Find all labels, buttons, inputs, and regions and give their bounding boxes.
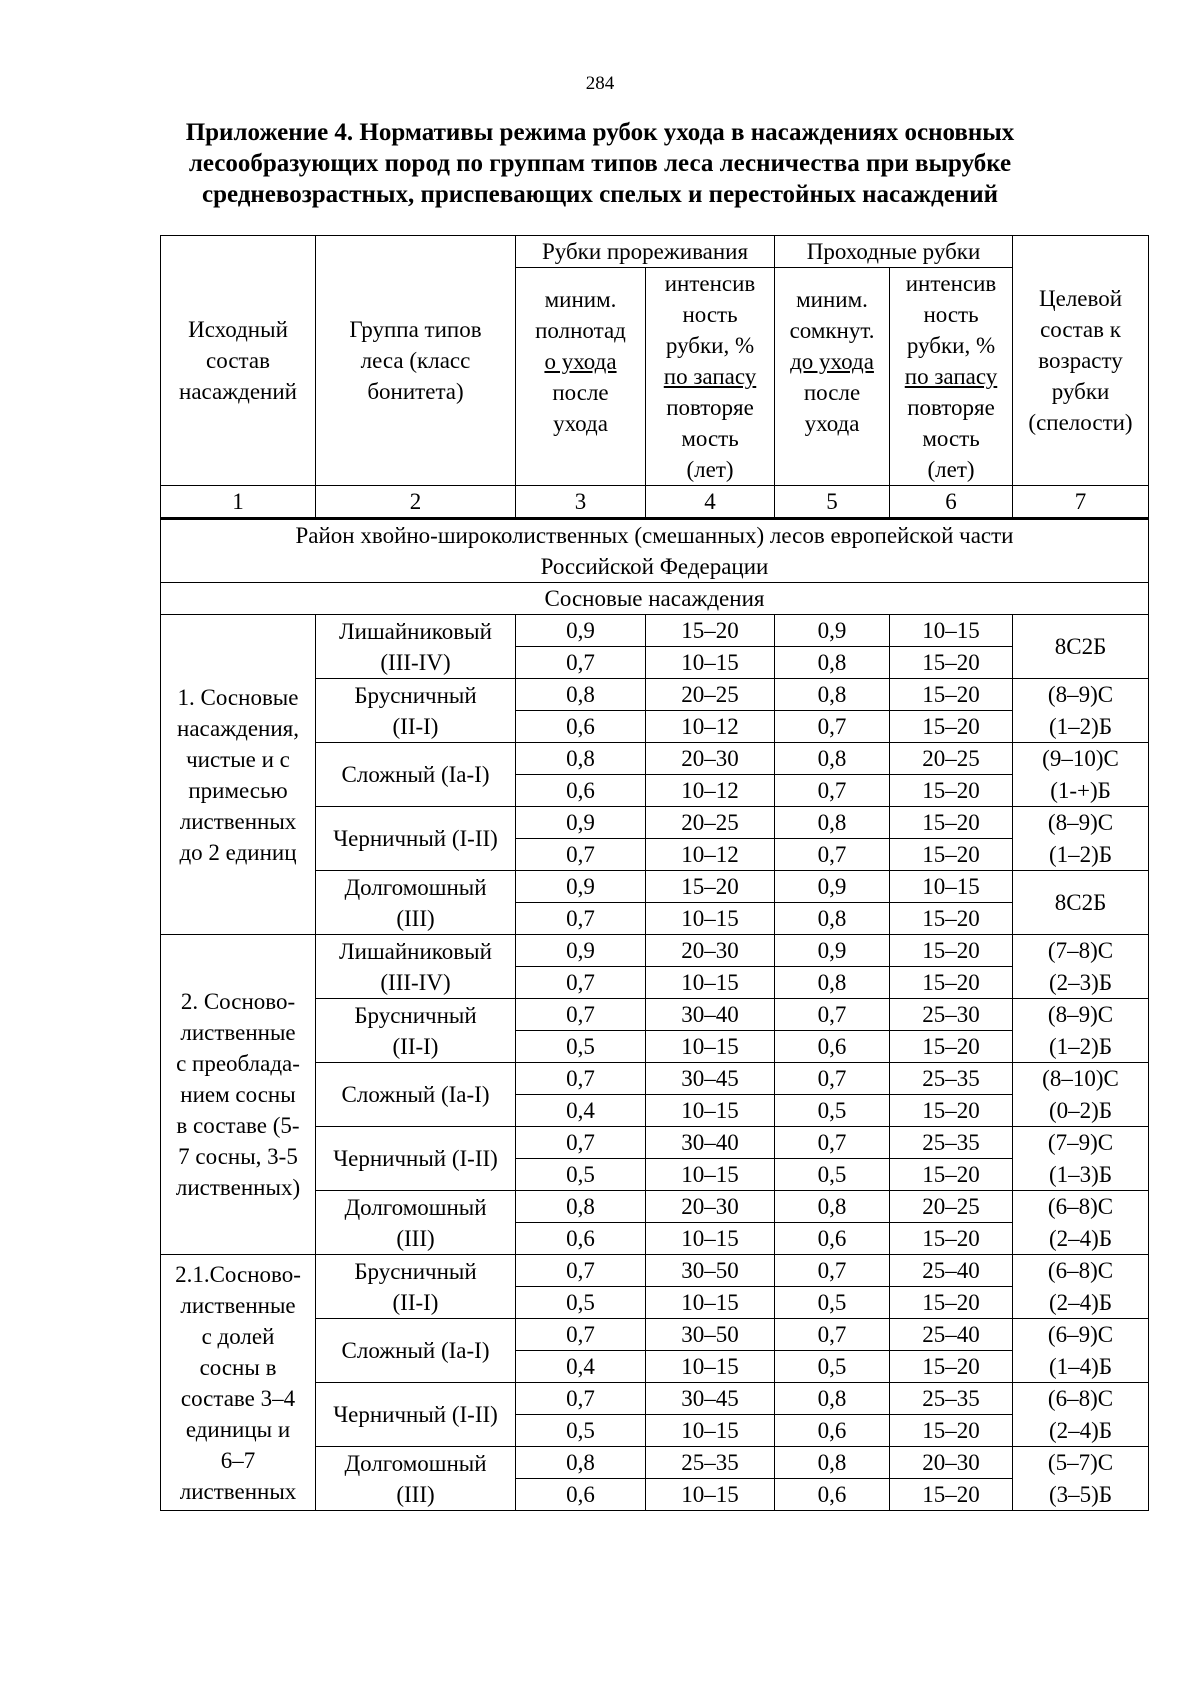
value-cell: 0,8 xyxy=(775,903,890,935)
target-composition: 8С2Б xyxy=(1013,615,1149,679)
value-cell: 0,7 xyxy=(775,839,890,871)
value-cell: 20–30 xyxy=(646,743,775,775)
value-cell: 0,8 xyxy=(775,807,890,839)
value-cell: 15–20 xyxy=(646,615,775,647)
value-cell: 0,7 xyxy=(516,903,646,935)
forest-type: Брусничный (II-I) xyxy=(316,999,516,1063)
value-cell: 0,8 xyxy=(775,1191,890,1223)
title-line: средневозрастных, приспевающих спелых и перестойных насаждений xyxy=(201,181,999,208)
value-cell: 25–35 xyxy=(646,1447,775,1479)
target-composition: (7–9)С xyxy=(1013,1127,1149,1159)
value-cell: 0,9 xyxy=(516,807,646,839)
value-cell: 0,7 xyxy=(775,999,890,1031)
value-cell: 30–45 xyxy=(646,1383,775,1415)
forest-type: Черничный (I-II) xyxy=(316,1383,516,1447)
target-composition: (1–2)Б xyxy=(1013,1031,1149,1063)
target-composition: (0–2)Б xyxy=(1013,1095,1149,1127)
value-cell: 15–20 xyxy=(890,1095,1013,1127)
target-composition: (2–4)Б xyxy=(1013,1223,1149,1255)
value-cell: 0,7 xyxy=(516,1383,646,1415)
value-cell: 0,5 xyxy=(516,1159,646,1191)
value-cell: 15–20 xyxy=(890,807,1013,839)
value-cell: 0,9 xyxy=(775,615,890,647)
value-cell: 10–15 xyxy=(646,1415,775,1447)
page-number: 284 xyxy=(585,73,615,94)
value-cell: 20–25 xyxy=(890,743,1013,775)
value-cell: 30–40 xyxy=(646,999,775,1031)
value-cell: 0,5 xyxy=(775,1159,890,1191)
value-cell: 0,7 xyxy=(516,1319,646,1351)
value-cell: 15–20 xyxy=(890,1287,1013,1319)
value-cell: 0,8 xyxy=(516,1191,646,1223)
subregion-title: Сосновые насаждения xyxy=(161,583,1149,615)
value-cell: 20–30 xyxy=(646,1191,775,1223)
header-min-closure: миним. сомкнут. до ухода после ухода xyxy=(775,268,890,486)
table-row xyxy=(161,615,1149,647)
value-cell: 10–15 xyxy=(646,1287,775,1319)
target-composition: (1–2)Б xyxy=(1013,839,1149,871)
value-cell: 0,8 xyxy=(775,743,890,775)
value-cell: 20–25 xyxy=(646,807,775,839)
target-composition: (1–2)Б xyxy=(1013,711,1149,743)
header-initial-composition: Исходный состав насаждений xyxy=(161,236,316,486)
value-cell: 0,5 xyxy=(775,1095,890,1127)
forest-type: Долгомошный (III) xyxy=(316,1191,516,1255)
value-cell: 10–15 xyxy=(646,1223,775,1255)
value-cell: 15–20 xyxy=(890,1159,1013,1191)
value-cell: 0,9 xyxy=(516,871,646,903)
value-cell: 0,6 xyxy=(516,711,646,743)
value-cell: 10–12 xyxy=(646,711,775,743)
value-cell: 15–20 xyxy=(890,839,1013,871)
value-cell: 15–20 xyxy=(890,711,1013,743)
value-cell: 10–15 xyxy=(646,647,775,679)
value-cell: 0,9 xyxy=(516,615,646,647)
value-cell: 0,7 xyxy=(775,711,890,743)
value-cell: 0,5 xyxy=(775,1287,890,1319)
value-cell: 10–15 xyxy=(646,1031,775,1063)
title-line: Приложение 4. Нормативы режима рубок ухода в насаждениях основных xyxy=(185,119,1015,146)
forest-type: Лишайниковый (III-IV) xyxy=(316,935,516,999)
forest-type: Сложный (Ia-I) xyxy=(316,743,516,807)
group-label: 1. Сосновые насаждения, чистые и с примесью лиственных до 2 единиц xyxy=(161,615,316,935)
value-cell: 0,8 xyxy=(516,1447,646,1479)
value-cell: 0,6 xyxy=(775,1415,890,1447)
value-cell: 0,6 xyxy=(775,1223,890,1255)
value-cell: 20–30 xyxy=(646,935,775,967)
value-cell: 10–15 xyxy=(646,1159,775,1191)
value-cell: 10–15 xyxy=(646,903,775,935)
value-cell: 15–20 xyxy=(890,967,1013,999)
region-title: Район хвойно-широколиственных (смешанных) лесов европейской части Российской Федерации xyxy=(161,519,1149,583)
value-cell: 0,9 xyxy=(775,871,890,903)
value-cell: 15–20 xyxy=(890,679,1013,711)
value-cell: 0,6 xyxy=(775,1479,890,1511)
value-cell: 25–30 xyxy=(890,999,1013,1031)
column-number: 4 xyxy=(646,486,775,519)
value-cell: 15–20 xyxy=(890,935,1013,967)
region-row xyxy=(161,519,1149,583)
group-label: 2.1.Сосново- лиственные с долей сосны в составе 3–4 единицы и 6–7 лиственных xyxy=(161,1255,316,1511)
value-cell: 0,8 xyxy=(775,647,890,679)
value-cell: 10–15 xyxy=(646,1351,775,1383)
value-cell: 0,8 xyxy=(516,743,646,775)
value-cell: 15–20 xyxy=(646,871,775,903)
value-cell: 0,7 xyxy=(775,1319,890,1351)
value-cell: 15–20 xyxy=(890,1031,1013,1063)
value-cell: 0,6 xyxy=(516,1223,646,1255)
table-row xyxy=(161,935,1149,967)
value-cell: 25–35 xyxy=(890,1383,1013,1415)
subregion-row xyxy=(161,583,1149,615)
target-composition: (8–9)С xyxy=(1013,679,1149,711)
norms-table xyxy=(160,235,1149,1511)
value-cell: 0,7 xyxy=(516,999,646,1031)
value-cell: 20–25 xyxy=(890,1191,1013,1223)
value-cell: 0,7 xyxy=(516,647,646,679)
value-cell: 0,5 xyxy=(516,1031,646,1063)
forest-type: Сложный (Ia-I) xyxy=(316,1063,516,1127)
value-cell: 25–35 xyxy=(890,1063,1013,1095)
value-cell: 10–15 xyxy=(646,1095,775,1127)
value-cell: 30–50 xyxy=(646,1319,775,1351)
header-target-composition: Целевой состав к возрасту рубки (спелости) xyxy=(1013,236,1149,486)
value-cell: 0,8 xyxy=(775,679,890,711)
column-number: 1 xyxy=(161,486,316,519)
target-composition: (1–3)Б xyxy=(1013,1159,1149,1191)
target-composition: (8–9)С xyxy=(1013,807,1149,839)
column-number: 2 xyxy=(316,486,516,519)
forest-type: Брусничный (II-I) xyxy=(316,679,516,743)
value-cell: 0,8 xyxy=(516,679,646,711)
value-cell: 0,9 xyxy=(775,935,890,967)
value-cell: 0,6 xyxy=(516,1479,646,1511)
value-cell: 15–20 xyxy=(890,775,1013,807)
value-cell: 0,9 xyxy=(516,935,646,967)
value-cell: 10–15 xyxy=(646,967,775,999)
value-cell: 0,4 xyxy=(516,1351,646,1383)
value-cell: 0,6 xyxy=(775,1031,890,1063)
header-row-1 xyxy=(161,236,1149,268)
value-cell: 25–40 xyxy=(890,1319,1013,1351)
column-number: 7 xyxy=(1013,486,1149,519)
value-cell: 0,8 xyxy=(775,1447,890,1479)
column-number: 5 xyxy=(775,486,890,519)
value-cell: 0,7 xyxy=(775,775,890,807)
value-cell: 0,7 xyxy=(516,839,646,871)
table-row xyxy=(161,1255,1149,1287)
forest-type: Черничный (I-II) xyxy=(316,807,516,871)
column-number: 6 xyxy=(890,486,1013,519)
value-cell: 0,7 xyxy=(775,1063,890,1095)
title-line: лесообразующих пород по группам типов леса лесничества при вырубке xyxy=(188,150,1012,177)
value-cell: 10–15 xyxy=(646,1479,775,1511)
value-cell: 15–20 xyxy=(890,1223,1013,1255)
header-thinning: Рубки прореживания xyxy=(516,236,775,268)
value-cell: 0,5 xyxy=(775,1351,890,1383)
target-composition: (1–4)Б xyxy=(1013,1351,1149,1383)
forest-type: Лишайниковый (III-IV) xyxy=(316,615,516,679)
value-cell: 0,7 xyxy=(516,1127,646,1159)
target-composition: (2–4)Б xyxy=(1013,1415,1149,1447)
value-cell: 0,7 xyxy=(775,1127,890,1159)
forest-type: Брусничный (II-I) xyxy=(316,1255,516,1319)
header-intensity-passing: интенсив ность рубки, % по запасу повторяе мость (лет) xyxy=(890,268,1013,486)
value-cell: 10–15 xyxy=(890,615,1013,647)
value-cell: 10–15 xyxy=(890,871,1013,903)
forest-type: Долгомошный (III) xyxy=(316,1447,516,1511)
target-composition: (7–8)С xyxy=(1013,935,1149,967)
value-cell: 10–12 xyxy=(646,839,775,871)
value-cell: 0,7 xyxy=(775,1255,890,1287)
target-composition: (3–5)Б xyxy=(1013,1479,1149,1511)
value-cell: 0,5 xyxy=(516,1415,646,1447)
value-cell: 20–30 xyxy=(890,1447,1013,1479)
value-cell: 0,7 xyxy=(516,1255,646,1287)
value-cell: 30–40 xyxy=(646,1127,775,1159)
forest-type: Черничный (I-II) xyxy=(316,1127,516,1191)
value-cell: 15–20 xyxy=(890,647,1013,679)
value-cell: 0,7 xyxy=(516,1063,646,1095)
target-composition: (1-+)Б xyxy=(1013,775,1149,807)
value-cell: 0,4 xyxy=(516,1095,646,1127)
target-composition: (2–3)Б xyxy=(1013,967,1149,999)
forest-type: Долгомошный (III) xyxy=(316,871,516,935)
value-cell: 20–25 xyxy=(646,679,775,711)
value-cell: 25–35 xyxy=(890,1127,1013,1159)
header-intensity-thinning: интенсив ность рубки, % по запасу повторяе мость (лет) xyxy=(646,268,775,486)
forest-type: Сложный (Ia-I) xyxy=(316,1319,516,1383)
group-label: 2. Сосново- лиственные с преоблада- нием сосны в составе (5- 7 сосны, 3-5 лиственных) xyxy=(161,935,316,1255)
value-cell: 15–20 xyxy=(890,1415,1013,1447)
target-composition: (8–9)С xyxy=(1013,999,1149,1031)
target-composition: (8–10)С xyxy=(1013,1063,1149,1095)
value-cell: 0,5 xyxy=(516,1287,646,1319)
header-min-density: миним. полнотад о ухода после ухода xyxy=(516,268,646,486)
value-cell: 15–20 xyxy=(890,903,1013,935)
value-cell: 0,8 xyxy=(775,1383,890,1415)
value-cell: 0,8 xyxy=(775,967,890,999)
header-passing-cuts: Проходные рубки xyxy=(775,236,1013,268)
target-composition: (6–8)С xyxy=(1013,1383,1149,1415)
target-composition: (6–9)С xyxy=(1013,1319,1149,1351)
target-composition: 8С2Б xyxy=(1013,871,1149,935)
target-composition: (2–4)Б xyxy=(1013,1287,1149,1319)
value-cell: 30–45 xyxy=(646,1063,775,1095)
value-cell: 30–50 xyxy=(646,1255,775,1287)
column-number: 3 xyxy=(516,486,646,519)
value-cell: 0,6 xyxy=(516,775,646,807)
value-cell: 15–20 xyxy=(890,1351,1013,1383)
target-composition: (5–7)С xyxy=(1013,1447,1149,1479)
target-composition: (6–8)С xyxy=(1013,1191,1149,1223)
value-cell: 15–20 xyxy=(890,1479,1013,1511)
value-cell: 0,7 xyxy=(516,967,646,999)
value-cell: 10–12 xyxy=(646,775,775,807)
target-composition: (6–8)С xyxy=(1013,1255,1149,1287)
page-title xyxy=(130,117,1070,210)
header-forest-type-group: Группа типов леса (класс бонитета) xyxy=(316,236,516,486)
value-cell: 25–40 xyxy=(890,1255,1013,1287)
column-numbers-row xyxy=(161,486,1149,519)
target-composition: (9–10)С xyxy=(1013,743,1149,775)
